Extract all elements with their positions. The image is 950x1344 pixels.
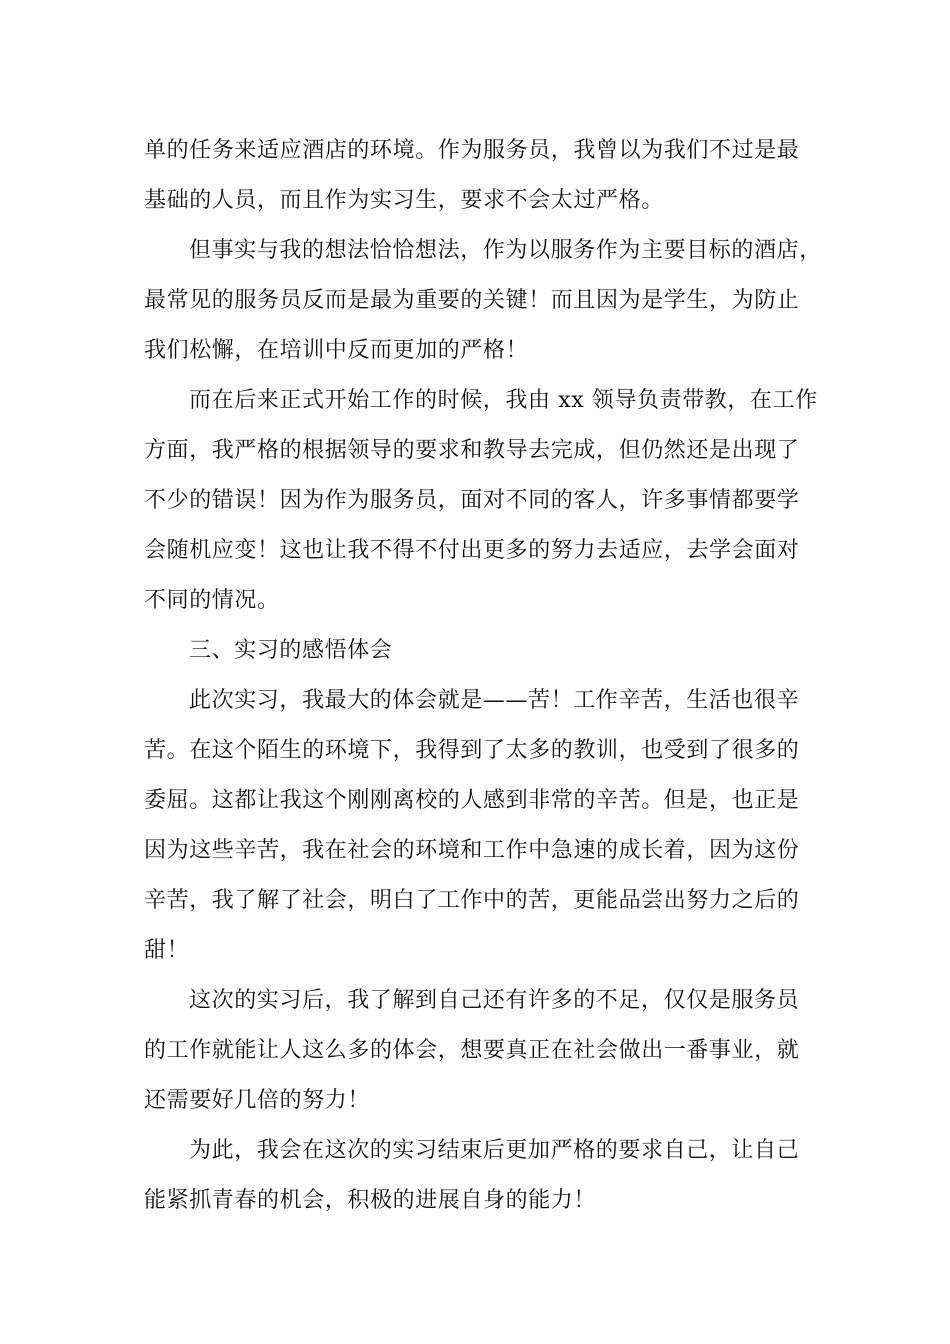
body-text-line: 苦。在这个陌生的环境下，我得到了太多的教训，也受到了很多的 [144,738,800,763]
body-text-line: 的工作就能让人这么多的体会，想要真正在社会做出一番事业，就 [144,1038,800,1063]
body-text-line: 基础的人员，而且作为实习生，要求不会太过严格。 [144,188,664,213]
body-text-line: 还需要好几倍的努力！ [144,1088,371,1113]
paragraph-first-line: 为此，我会在这次的实习结束后更加严格的要求自己，让自己 [189,1138,800,1163]
body-text-line: 我们松懈，在培训中反而更加的严格！ [144,338,529,363]
body-text-line: 因为这些辛苦，我在社会的环境和工作中急速的成长着，因为这份 [144,838,800,863]
body-text-line: 委屈。这都让我这个刚刚离校的人感到非常的辛苦。但是，也正是 [144,788,800,813]
body-text-line: 会随机应变！这也让我不得不付出更多的努力去适应，去学会面对 [144,538,800,563]
paragraph-first-line: 这次的实习后，我了解到自己还有许多的不足，仅仅是服务员 [189,988,800,1013]
body-text-line: 能紧抓青春的机会，积极的进展自身的能力！ [144,1188,597,1213]
body-text-line: 最常见的服务员反而是最为重要的关键！而且因为是学生，为防止 [144,288,800,313]
body-text-line: 不少的错误！因为作为服务员，面对不同的客人，许多事情都要学 [144,488,800,513]
body-text-line: 方面，我严格的根据领导的要求和教导去完成，但仍然还是出现了 [144,438,800,463]
body-text-line: 单的任务来适应酒店的环境。作为服务员，我曾以为我们不过是最 [144,138,800,163]
paragraph-first-line: 而在后来正式开始工作的时候，我由 xx 领导负责带教，在工作 [189,388,818,413]
body-text-line: 辛苦，我了解了社会，明白了工作中的苦，更能品尝出努力之后的 [144,888,800,913]
paragraph-first-line: 但事实与我的想法恰恰想法，作为以服务作为主要目标的酒店， [189,238,822,263]
section-heading: 三、实习的感悟体会 [189,638,393,663]
body-text-line: 不同的情况。 [144,588,280,613]
paragraph-first-line: 此次实习，我最大的体会就是——苦！工作辛苦，生活也很辛 [189,688,800,713]
body-text-line: 甜！ [144,938,190,963]
